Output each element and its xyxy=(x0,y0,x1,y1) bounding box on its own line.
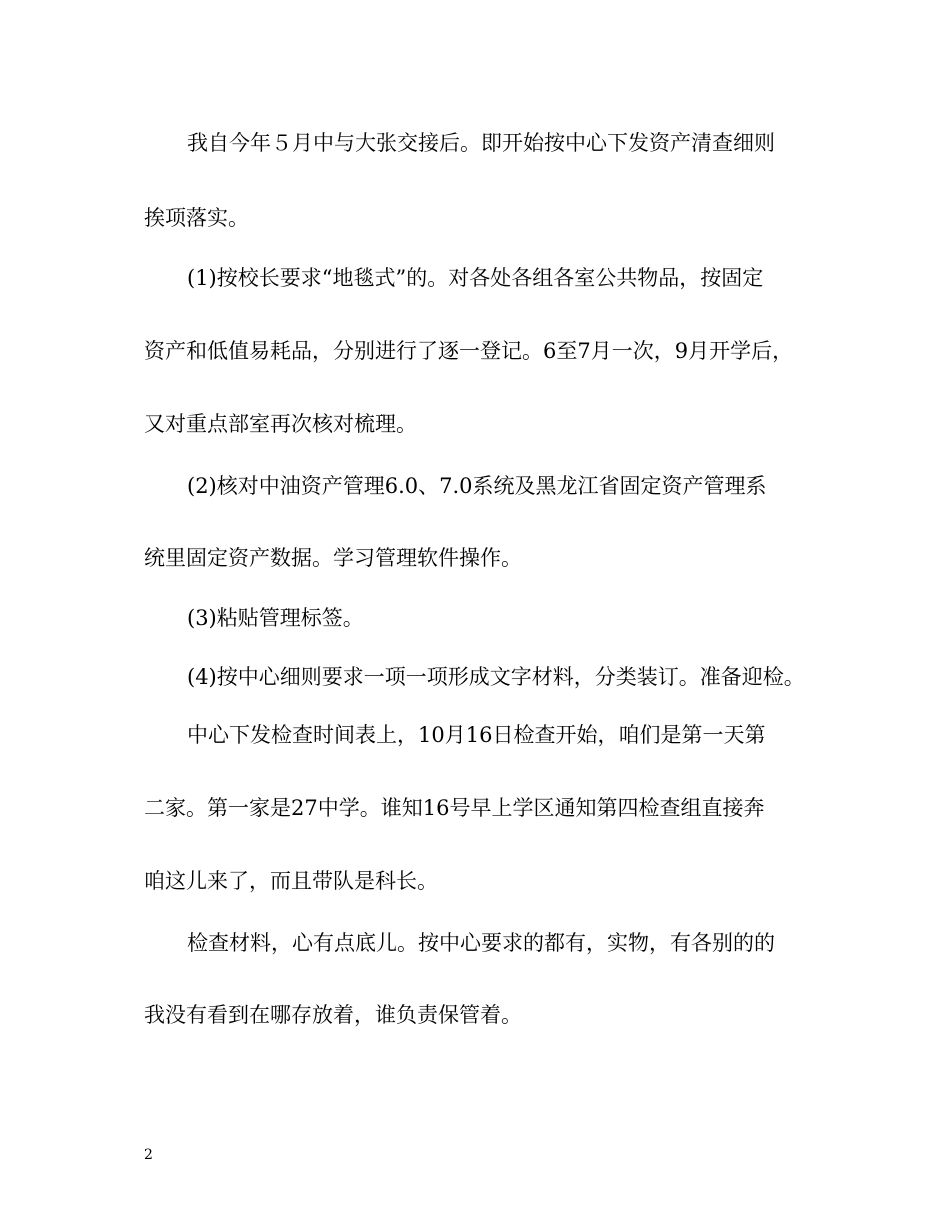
paragraph-line: 我自今年５月中与大张交接后。即开始按中心下发资产清查细则 xyxy=(187,131,775,155)
paragraph-line: (1)按校长要求“地毯式”的。对各处各组各室公共物品，按固定 xyxy=(187,266,764,290)
paragraph-line: (4)按中心细则要求一项一项形成文字材料，分类装订。准备迎检。 xyxy=(187,665,805,689)
paragraph-line: 我没有看到在哪存放着，谁负责保管着。 xyxy=(144,1003,522,1027)
paragraph-line: 统里固定资产数据。学习管理软件操作。 xyxy=(144,546,522,570)
page-number: 2 xyxy=(144,1147,153,1163)
paragraph-line: (2)核对中油资产管理6.0、7.0系统及黑龙江省固定资产管理系 xyxy=(187,474,767,498)
paragraph-line: (3)粘贴管理标签。 xyxy=(187,606,364,630)
paragraph-line: 咱这儿来了，而且带队是科长。 xyxy=(144,869,438,893)
paragraph-line: 资产和低值易耗品，分别进行了逐一登记。6至7月一次，9月开学后， xyxy=(144,339,794,363)
paragraph-line: 检查材料，心有点底儿。按中心要求的都有，实物，有各别的的 xyxy=(187,931,775,955)
paragraph-line: 中心下发检查时间表上，10月16日检查开始，咱们是第一天第 xyxy=(187,723,766,747)
paragraph-line: 二家。第一家是27中学。谁知16号早上学区通知第四检查组直接奔 xyxy=(144,796,765,820)
paragraph-line: 又对重点部室再次核对梳理。 xyxy=(144,412,417,436)
paragraph-line: 挨项落实。 xyxy=(144,206,249,230)
